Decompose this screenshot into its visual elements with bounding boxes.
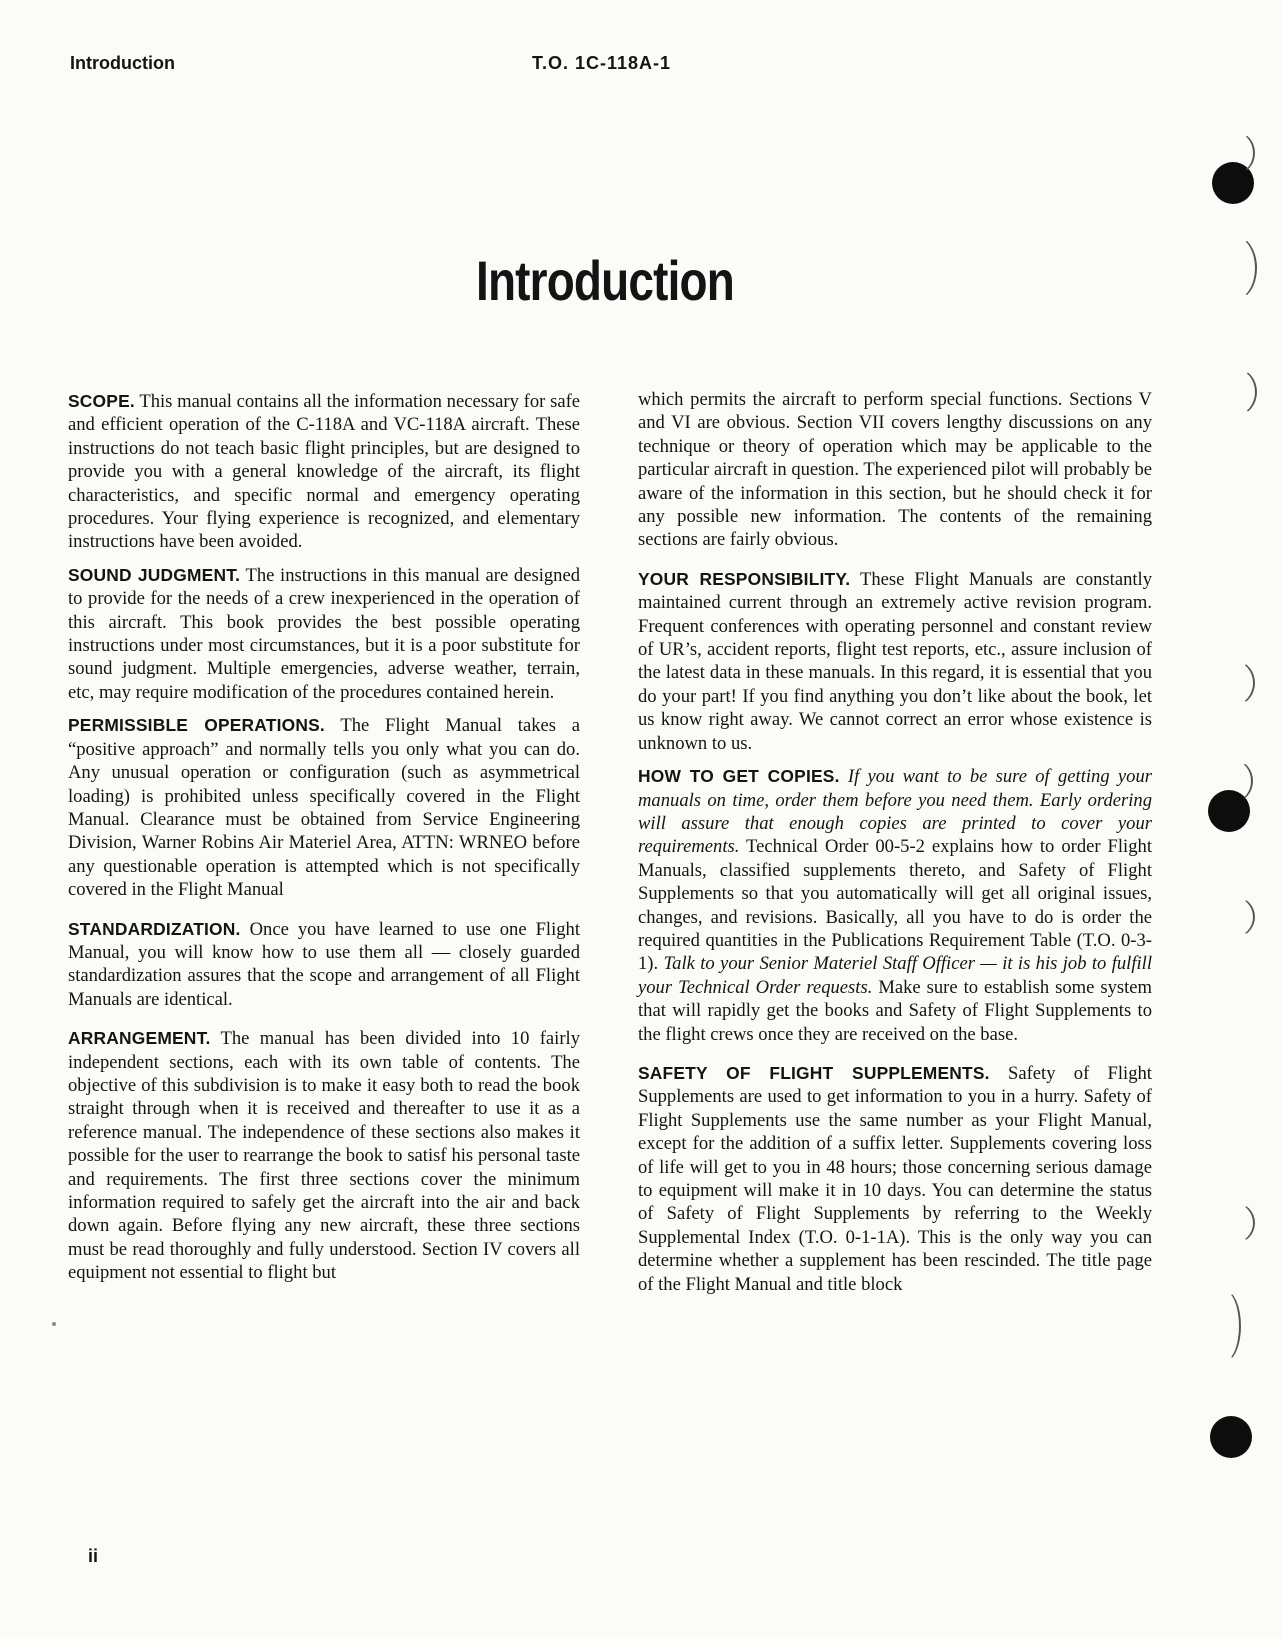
text-copies-system: Make sure to establish some system that will rapidly get the books and Safety of Flight Supplements to the flight crews once they are received on the base. (638, 976, 1152, 1045)
text-permissible-operations: The Flight Manual takes a “positive approach” and normally tells you only what you can do. Any unusual operation or configuration (such as asymmetrical loading) is prohibited unless specifically covered in the Flight Manual. Clearance must be obtained from Service Engineering Division, Warner Robins Air Materiel Area, ATTN: WRNEO before any questionable operation is attempted which is not specifically covered in the Flight Manual (68, 715, 580, 901)
italic-copies-advice: If you want to be sure of getting your manuals on time, order them before you need them. Early ordering will assure that enough copies are printed to cover your requirements. (638, 766, 1152, 858)
ring-mark (1208, 1290, 1241, 1362)
paragraph-your-responsibility (638, 568, 1152, 755)
ring-mark (1214, 368, 1257, 416)
ring-mark (1212, 1202, 1255, 1244)
paragraph-safety-of-flight (638, 1062, 1152, 1296)
ring-mark (1214, 236, 1257, 300)
heading-how-to-get-copies: HOW TO GET COPIES. (638, 766, 840, 787)
text-arrangement: The manual has been divided into 10 fairly independent sections, each with its own table of contents. The objective of this subdivision is to make it easy both to read the book straight through when it is received and thereafter to use it as a reference manual. The independence of these sections also makes it possible for the user to rearrange the book to satisf his personal taste and requirements. The first three sections cover the minimum information required to safely get the aircraft into the air and back down again. Before flying any new aircraft, these three sections must be read thoroughly and fully understood. Section IV covers all equipment not essential to flight but (68, 1028, 580, 1284)
header-document-number: T.O. 1C-118A-1 (532, 53, 672, 73)
paragraph-scope (68, 390, 580, 554)
punch-hole-bottom (1210, 1416, 1252, 1458)
heading-your-responsibility: YOUR RESPONSIBILITY. (638, 568, 851, 589)
text-safety-of-flight: Safety of Flight Supplements are used to get information to you in a hurry. Safety of Flight Supplements use the same number as your Flight Manual, except for the addition of a suffix letter. Supplements covering loss of life will get to you in 48 hours; those concerning serious damage to equipment will make it in 10 days. You can determine the status of Safety of Flight Supplements by referring to the Weekly Supplemental Index (T.O. 0-1-1A). This is the only way you can determine whether a supplement has been rescinded. The title page of the Flight Manual and title block (638, 1062, 1152, 1295)
heading-standardization: STANDARDIZATION. (68, 918, 241, 939)
text-scope: This manual contains all the information necessary for safe and efficient operation of the C-118A and VC-118A aircraft. These instructions do not teach basic flight principles, but are designed to provide you with a general knowledge of the aircraft, its flight characteristics, and specific normal and emergency operating procedures. Your flying experience is recognized, and elementary instructions have been avoided. (68, 391, 581, 553)
heading-arrangement: ARRANGEMENT. (68, 1028, 211, 1049)
scan-speck (52, 1322, 56, 1326)
text-your-responsibility: These Flight Manuals are constantly maintained current through an extremely active revision program. Frequent conferences with operating personnel and constant review of UR’s, accident reports, flight test reports, etc., assure inclusion of the latest data in these manuals. In this regard, it is essential that you do your part! If you find anything you don’t like about the book, let us know right away. We cannot correct an error whose existence is unknown to us. (638, 568, 1153, 754)
header-section-name: Introduction (70, 53, 175, 73)
ring-mark (1212, 660, 1255, 706)
paragraph-arrangement-continued: which permits the aircraft to perform special functions. Sections V and VI are obvious. Section VII covers lengthy discussions on any technique or theory of operation which may be applicable to the particular aircraft in question. The experienced pilot will probably be aware of the information in this section, but he should check it for any possible new information. The contents of the remaining sections are fairly obvious. (638, 389, 1152, 551)
heading-safety-of-flight: SAFETY OF FLIGHT SUPPLEMENTS. (638, 1062, 990, 1083)
paragraph-permissible-operations (68, 714, 580, 901)
text-copies-order: Technical Order 00-5-2 explains how to order Flight Manuals, classified supplements thereto, and Safety of Flight Supplements so that you automatically will get all original issues, changes, and revisions. Basically, all you have to do is order the required quantities in the Publications Requirement Table (T.O. 0-3-1). (638, 836, 1152, 975)
italic-copies-officer: Talk to your Senior Materiel Staff Officer — it is his job to fulfill your Technical Order requests. (638, 953, 1152, 998)
paragraph-arrangement (68, 1027, 580, 1284)
page-title: Introduction (476, 249, 734, 312)
paragraph-how-to-get-copies (638, 765, 1152, 1046)
ring-mark (1218, 132, 1255, 174)
running-head (70, 53, 1190, 77)
ring-mark (1212, 896, 1255, 938)
page-number: ii (88, 1546, 99, 1566)
heading-scope: SCOPE. (68, 391, 135, 411)
paragraph-standardization (68, 918, 580, 1012)
right-column (638, 388, 1152, 1306)
text-standardization: Once you have learned to use one Flight Manual, you will know how to use them all — closely guarded standardization assures that the scope and arrangement of all Flight Manuals are identical. (68, 918, 580, 1010)
heading-permissible-operations: PERMISSIBLE OPERATIONS. (68, 715, 325, 736)
left-column (68, 390, 580, 1295)
paragraph-sound-judgment (68, 564, 580, 704)
ring-mark (1216, 760, 1253, 802)
text-sound-judgment: The instructions in this manual are designed to provide for the needs of a crew inexperienced in the operation of this aircraft. This book provides the best possible operating instructions under most circumstances, but it is a poor substitute for sound judgment. Multiple emergencies, adverse weather, terrain, etc, may require modification of the procedures contained herein. (68, 564, 581, 703)
heading-sound-judgment: SOUND JUDGMENT. (68, 564, 241, 585)
